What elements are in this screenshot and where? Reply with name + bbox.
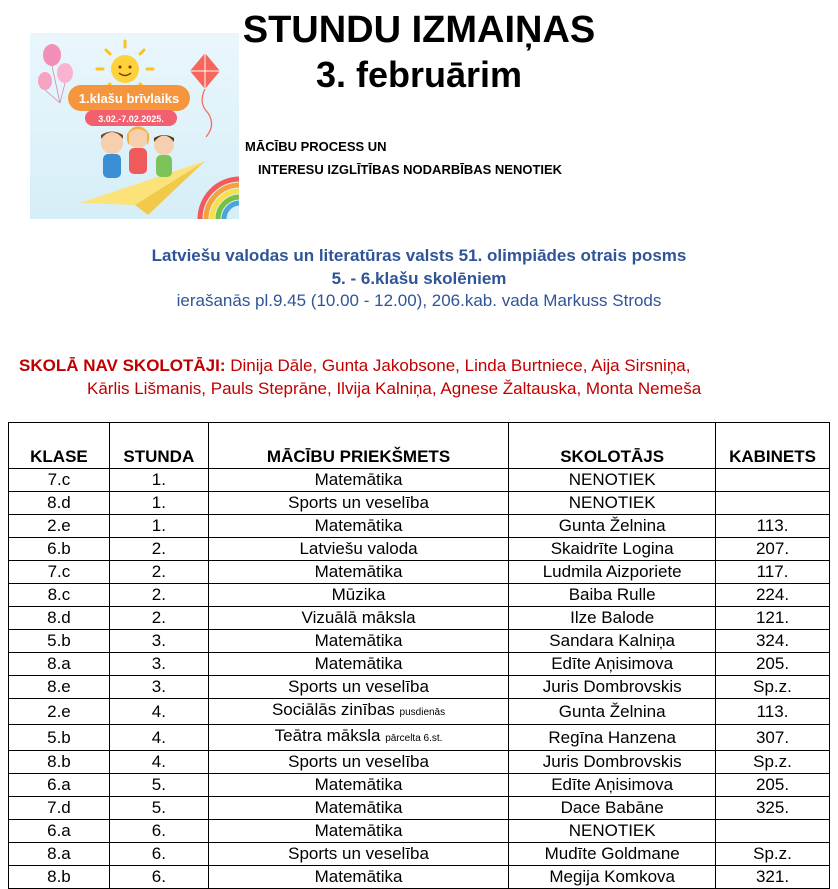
cell-teacher: Juris Dombrovskis	[509, 676, 716, 699]
cell-teacher: Skaidrīte Logina	[509, 538, 716, 561]
cell-subject	[208, 820, 509, 843]
table-row	[9, 751, 830, 774]
table-row	[9, 515, 830, 538]
cell-klase: 5.b	[9, 630, 110, 653]
table-row	[9, 866, 830, 889]
cell-stunda: 3.	[109, 653, 208, 676]
header-stunda: STUNDA	[109, 423, 208, 469]
table-row	[9, 843, 830, 866]
cell-stunda: 4.	[109, 751, 208, 774]
cell-subject	[208, 630, 509, 653]
cell-stunda: 3.	[109, 676, 208, 699]
olympiad-grades: 5. - 6.klašu skolēniem	[331, 269, 507, 288]
cell-teacher: Gunta Želnina	[509, 699, 716, 725]
cell-teacher: Regīna Hanzena	[509, 725, 716, 751]
cell-teacher: Ilze Balode	[509, 607, 716, 630]
cell-stunda: 2.	[109, 538, 208, 561]
cell-subject	[208, 469, 509, 492]
cell-stunda: 2.	[109, 607, 208, 630]
cell-room: 324.	[716, 630, 830, 653]
cell-teacher: Juris Dombrovskis	[509, 751, 716, 774]
subject-name: Matemātika	[314, 654, 403, 673]
cell-subject	[208, 584, 509, 607]
cell-stunda: 1.	[109, 515, 208, 538]
cell-teacher: NENOTIEK	[509, 820, 716, 843]
table-row	[9, 584, 830, 607]
page-subtitle-date: 3. februārim	[315, 54, 523, 95]
table-row	[9, 820, 830, 843]
poster-heading: 1.klašu brīvlaiks	[78, 91, 180, 106]
subject-name: Sociālās zinības	[271, 700, 395, 719]
table-row	[9, 630, 830, 653]
cell-klase: 2.e	[9, 515, 110, 538]
header-subject: MĀCĪBU PRIEKŠMETS	[208, 423, 509, 469]
subject-name: Sports un veselība	[288, 677, 429, 696]
subject-name: Sports un veselība	[288, 493, 429, 512]
cell-subject	[208, 492, 509, 515]
cell-stunda: 1.	[109, 492, 208, 515]
table-row	[9, 492, 830, 515]
table-row	[9, 699, 830, 725]
cell-room: 307.	[716, 725, 830, 751]
subject-name: Sports un veselība	[288, 752, 429, 771]
cell-teacher: Mudīte Goldmane	[509, 843, 716, 866]
subject-name: Latviešu valoda	[299, 539, 418, 558]
cell-room: 321.	[716, 866, 830, 889]
olympiad-details: ierašanās pl.9.45 (10.00 - 12.00), 206.kab. vada Markuss Strods	[176, 291, 662, 310]
subject-name: Matemātika	[314, 775, 403, 794]
holiday-poster-image	[30, 33, 239, 219]
cell-teacher: Dace Babāne	[509, 797, 716, 820]
cell-subject	[208, 676, 509, 699]
poster-dates: 3.02.-7.02.2025.	[98, 114, 164, 124]
subject-name: Matemātika	[314, 516, 403, 535]
cell-klase: 5.b	[9, 725, 110, 751]
cell-room: 325.	[716, 797, 830, 820]
cell-room: Sp.z.	[716, 751, 830, 774]
table-row	[9, 469, 830, 492]
cell-stunda: 6.	[109, 866, 208, 889]
table-row	[9, 774, 830, 797]
table-row	[9, 561, 830, 584]
cell-teacher: Gunta Želnina	[509, 515, 716, 538]
subject-name: Matemātika	[314, 821, 403, 840]
cell-subject	[208, 561, 509, 584]
cell-teacher: NENOTIEK	[509, 469, 716, 492]
cell-stunda: 5.	[109, 797, 208, 820]
cell-klase: 6.a	[9, 774, 110, 797]
subject-name: Vizuālā māksla	[301, 608, 416, 627]
cell-room: 121.	[716, 607, 830, 630]
table-row	[9, 653, 830, 676]
cell-teacher: Sandara Kalniņa	[509, 630, 716, 653]
table-row	[9, 676, 830, 699]
cell-room: Sp.z.	[716, 843, 830, 866]
cell-klase: 7.c	[9, 469, 110, 492]
cell-stunda: 1.	[109, 469, 208, 492]
header-teacher: SKOLOTĀJS	[509, 423, 716, 469]
cell-klase: 7.d	[9, 797, 110, 820]
cell-subject	[208, 699, 509, 725]
cell-subject	[208, 774, 509, 797]
table-row	[9, 607, 830, 630]
cell-klase: 8.c	[9, 584, 110, 607]
cell-room: 205.	[716, 774, 830, 797]
cell-room	[716, 820, 830, 843]
subject-name: Mūzika	[331, 585, 386, 604]
cell-stunda: 2.	[109, 584, 208, 607]
absent-teachers-line-1	[19, 356, 690, 376]
cell-klase: 8.a	[9, 653, 110, 676]
cell-subject	[208, 725, 509, 751]
cell-klase: 6.a	[9, 820, 110, 843]
cell-teacher: Megija Komkova	[509, 866, 716, 889]
cell-stunda: 4.	[109, 699, 208, 725]
schedule-changes-table	[8, 422, 830, 889]
cell-room: 224.	[716, 584, 830, 607]
cell-subject	[208, 515, 509, 538]
subject-note: pārcelta 6.st.	[385, 733, 443, 744]
cell-klase: 2.e	[9, 699, 110, 725]
subject-name: Matemātika	[314, 470, 403, 489]
notice-line-2: INTERESU IZGLĪTĪBAS NODARBĪBAS NENOTIEK	[258, 162, 563, 177]
cell-room	[716, 492, 830, 515]
cell-klase: 8.a	[9, 843, 110, 866]
subject-name: Teātra māksla	[274, 726, 381, 745]
cell-klase: 8.b	[9, 866, 110, 889]
cell-stunda: 4.	[109, 725, 208, 751]
table-row	[9, 797, 830, 820]
cell-room: 207.	[716, 538, 830, 561]
cell-room: Sp.z.	[716, 676, 830, 699]
cell-subject	[208, 797, 509, 820]
subject-name: Matemātika	[314, 631, 403, 650]
cell-subject	[208, 607, 509, 630]
cell-teacher: Edīte Aņisimova	[509, 653, 716, 676]
cell-room: 117.	[716, 561, 830, 584]
olympiad-title: Latviešu valodas un literatūras valsts 51. olimpiādes otrais posms	[151, 246, 687, 265]
subject-name: Sports un veselība	[288, 844, 429, 863]
cell-room	[716, 469, 830, 492]
cell-stunda: 6.	[109, 820, 208, 843]
cell-subject	[208, 538, 509, 561]
cell-klase: 8.d	[9, 492, 110, 515]
absent-teachers-label: SKOLĀ NAV SKOLOTĀJI:	[19, 356, 226, 375]
header-klase: KLASE	[9, 423, 110, 469]
cell-subject	[208, 843, 509, 866]
cell-stunda: 5.	[109, 774, 208, 797]
cell-room: 205.	[716, 653, 830, 676]
cell-stunda: 6.	[109, 843, 208, 866]
cell-klase: 8.d	[9, 607, 110, 630]
cell-klase: 7.c	[9, 561, 110, 584]
cell-stunda: 3.	[109, 630, 208, 653]
cell-klase: 8.b	[9, 751, 110, 774]
header-room: KABINETS	[716, 423, 830, 469]
cell-klase: 6.b	[9, 538, 110, 561]
cell-klase: 8.e	[9, 676, 110, 699]
subject-name: Matemātika	[314, 867, 403, 886]
notice-line-1: MĀCĪBU PROCESS UN	[245, 139, 387, 154]
table-header-row	[9, 423, 830, 469]
cell-teacher: Baiba Rulle	[509, 584, 716, 607]
subject-name: Matemātika	[314, 798, 403, 817]
cell-room: 113.	[716, 515, 830, 538]
poster-banner	[68, 85, 190, 126]
absent-teachers-names-1: Dinija Dāle, Gunta Jakobsone, Linda Burtniece, Aija Sirsniņa,	[225, 356, 691, 375]
cell-teacher: NENOTIEK	[509, 492, 716, 515]
cell-subject	[208, 653, 509, 676]
cell-subject	[208, 866, 509, 889]
table-row	[9, 538, 830, 561]
absent-teachers-line-2: Kārlis Lišmanis, Pauls Steprāne, Ilvija Kalniņa, Agnese Žaltauska, Monta Nemeša	[87, 379, 702, 398]
page-title: STUNDU IZMAIŅAS	[242, 9, 596, 51]
cell-teacher: Edīte Aņisimova	[509, 774, 716, 797]
cell-teacher: Ludmila Aizporiete	[509, 561, 716, 584]
subject-note: pusdienās	[399, 707, 446, 718]
table-row	[9, 725, 830, 751]
cell-room: 113.	[716, 699, 830, 725]
cell-subject	[208, 751, 509, 774]
cell-stunda: 2.	[109, 561, 208, 584]
subject-name: Matemātika	[314, 562, 403, 581]
